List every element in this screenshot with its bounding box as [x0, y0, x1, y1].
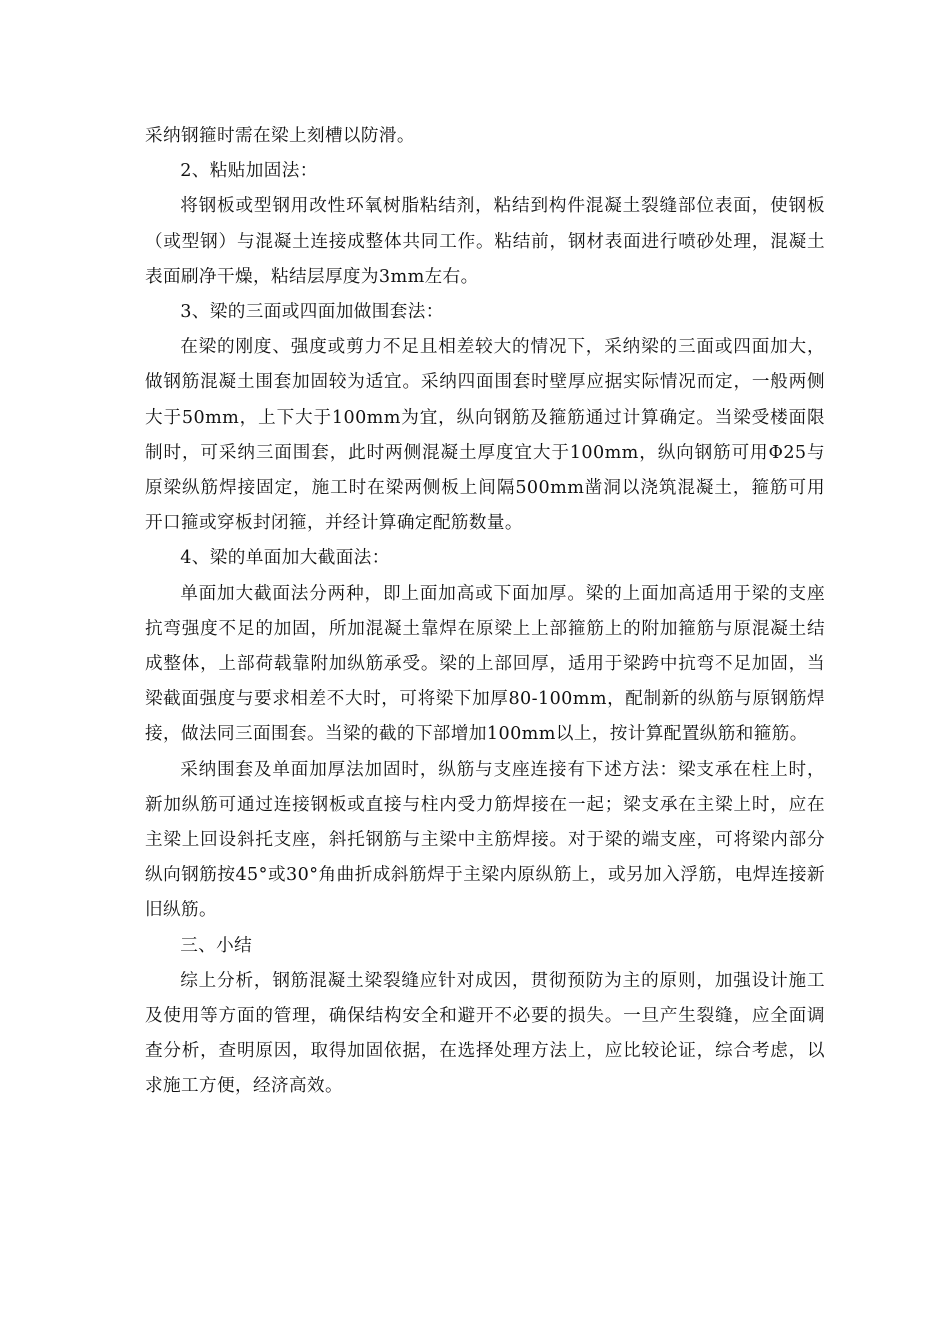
paragraph-bonding-method: 将钢板或型钢用改性环氧树脂粘结剂，粘结到构件混凝土裂缝部位表面，使钢板（或型钢）与混凝土连接成整体共同工作。粘结前，钢材表面进行喷砂处理，混凝土表面刷净干燥，粘结层厚度为3mm左右。 [145, 196, 825, 287]
paragraph-single-side-method: 单面加大截面法分两种，即上面加高或下面加厚。梁的上面加高适用于梁的支座抗弯强度不足的加固，所加混凝土靠焊在原梁上上部箍筋上的附加箍筋与原混凝土结成整体，上部荷载靠附加纵筋承受。梁的上部回厚，适用于梁跨中抗弯不足加固，当梁截面强度与要求相差不大时，可将梁下加厚80-100mm，配制新的纵筋与原钢筋焊接，做法同三面围套。当梁的截的下部增加100mm以上，按计算配置纵筋和箍筋。 [145, 583, 825, 745]
paragraph-continuation: 采纳钢箍时需在梁上刻槽以防滑。 [145, 126, 415, 146]
heading-single-side-method: 4、梁的单面加大截面法： [180, 548, 390, 569]
heading-bonding-method: 2、粘贴加固法： [180, 161, 318, 182]
paragraph-summary: 综上分析，钢筋混凝土梁裂缝应针对成因，贯彻预防为主的原则，加强设计施工及使用等方面的管理，确保结构安全和避开不必要的损失。一旦产生裂缝，应全面调查分析，查明原因，取得加固依据，在选择处理方法上，应比较论证，综合考虑，以求施工方便，经济高效。 [145, 970, 825, 1097]
paragraph-support-connection: 采纳围套及单面加厚法加固时，纵筋与支座连接有下述方法：梁支承在柱上时，新加纵筋可通过连接钢板或直接与柱内受力筋焊接在一起；梁支承在主梁上时，应在主梁上回设斜托支座，斜托钢筋与主梁中主筋焊接。对于梁的端支座，可将梁内部分纵向钢筋按45°或30°角曲折成斜筋焊于主梁内原纵筋上，或另加入浮筋，电焊连接新旧纵筋。 [145, 759, 825, 921]
heading-summary: 三、小结 [180, 935, 253, 956]
paragraph-jacketing-method: 在梁的刚度、强度或剪力不足且相差较大的情况下，采纳梁的三面或四面加大，做钢筋混凝土围套加固较为适宜。采纳四面围套时壁厚应据实际情况而定，一般两侧大于50mm，上下大于100mm为宜，纵向钢筋及箍筋通过计算确定。当梁受楼面限制时，可采纳三面围套，此时两侧混凝土厚度宜大于100mm，纵向钢筋可用Φ25与原梁纵筋焊接固定，施工时在梁两侧板上间隔500mm凿洞以浇筑混凝土，箍筋可用开口箍或穿板封闭箍，并经计算确定配筋数量。 [145, 337, 825, 534]
heading-jacketing-method: 3、梁的三面或四面加做围套法： [180, 302, 444, 323]
document-body [145, 119, 825, 1105]
